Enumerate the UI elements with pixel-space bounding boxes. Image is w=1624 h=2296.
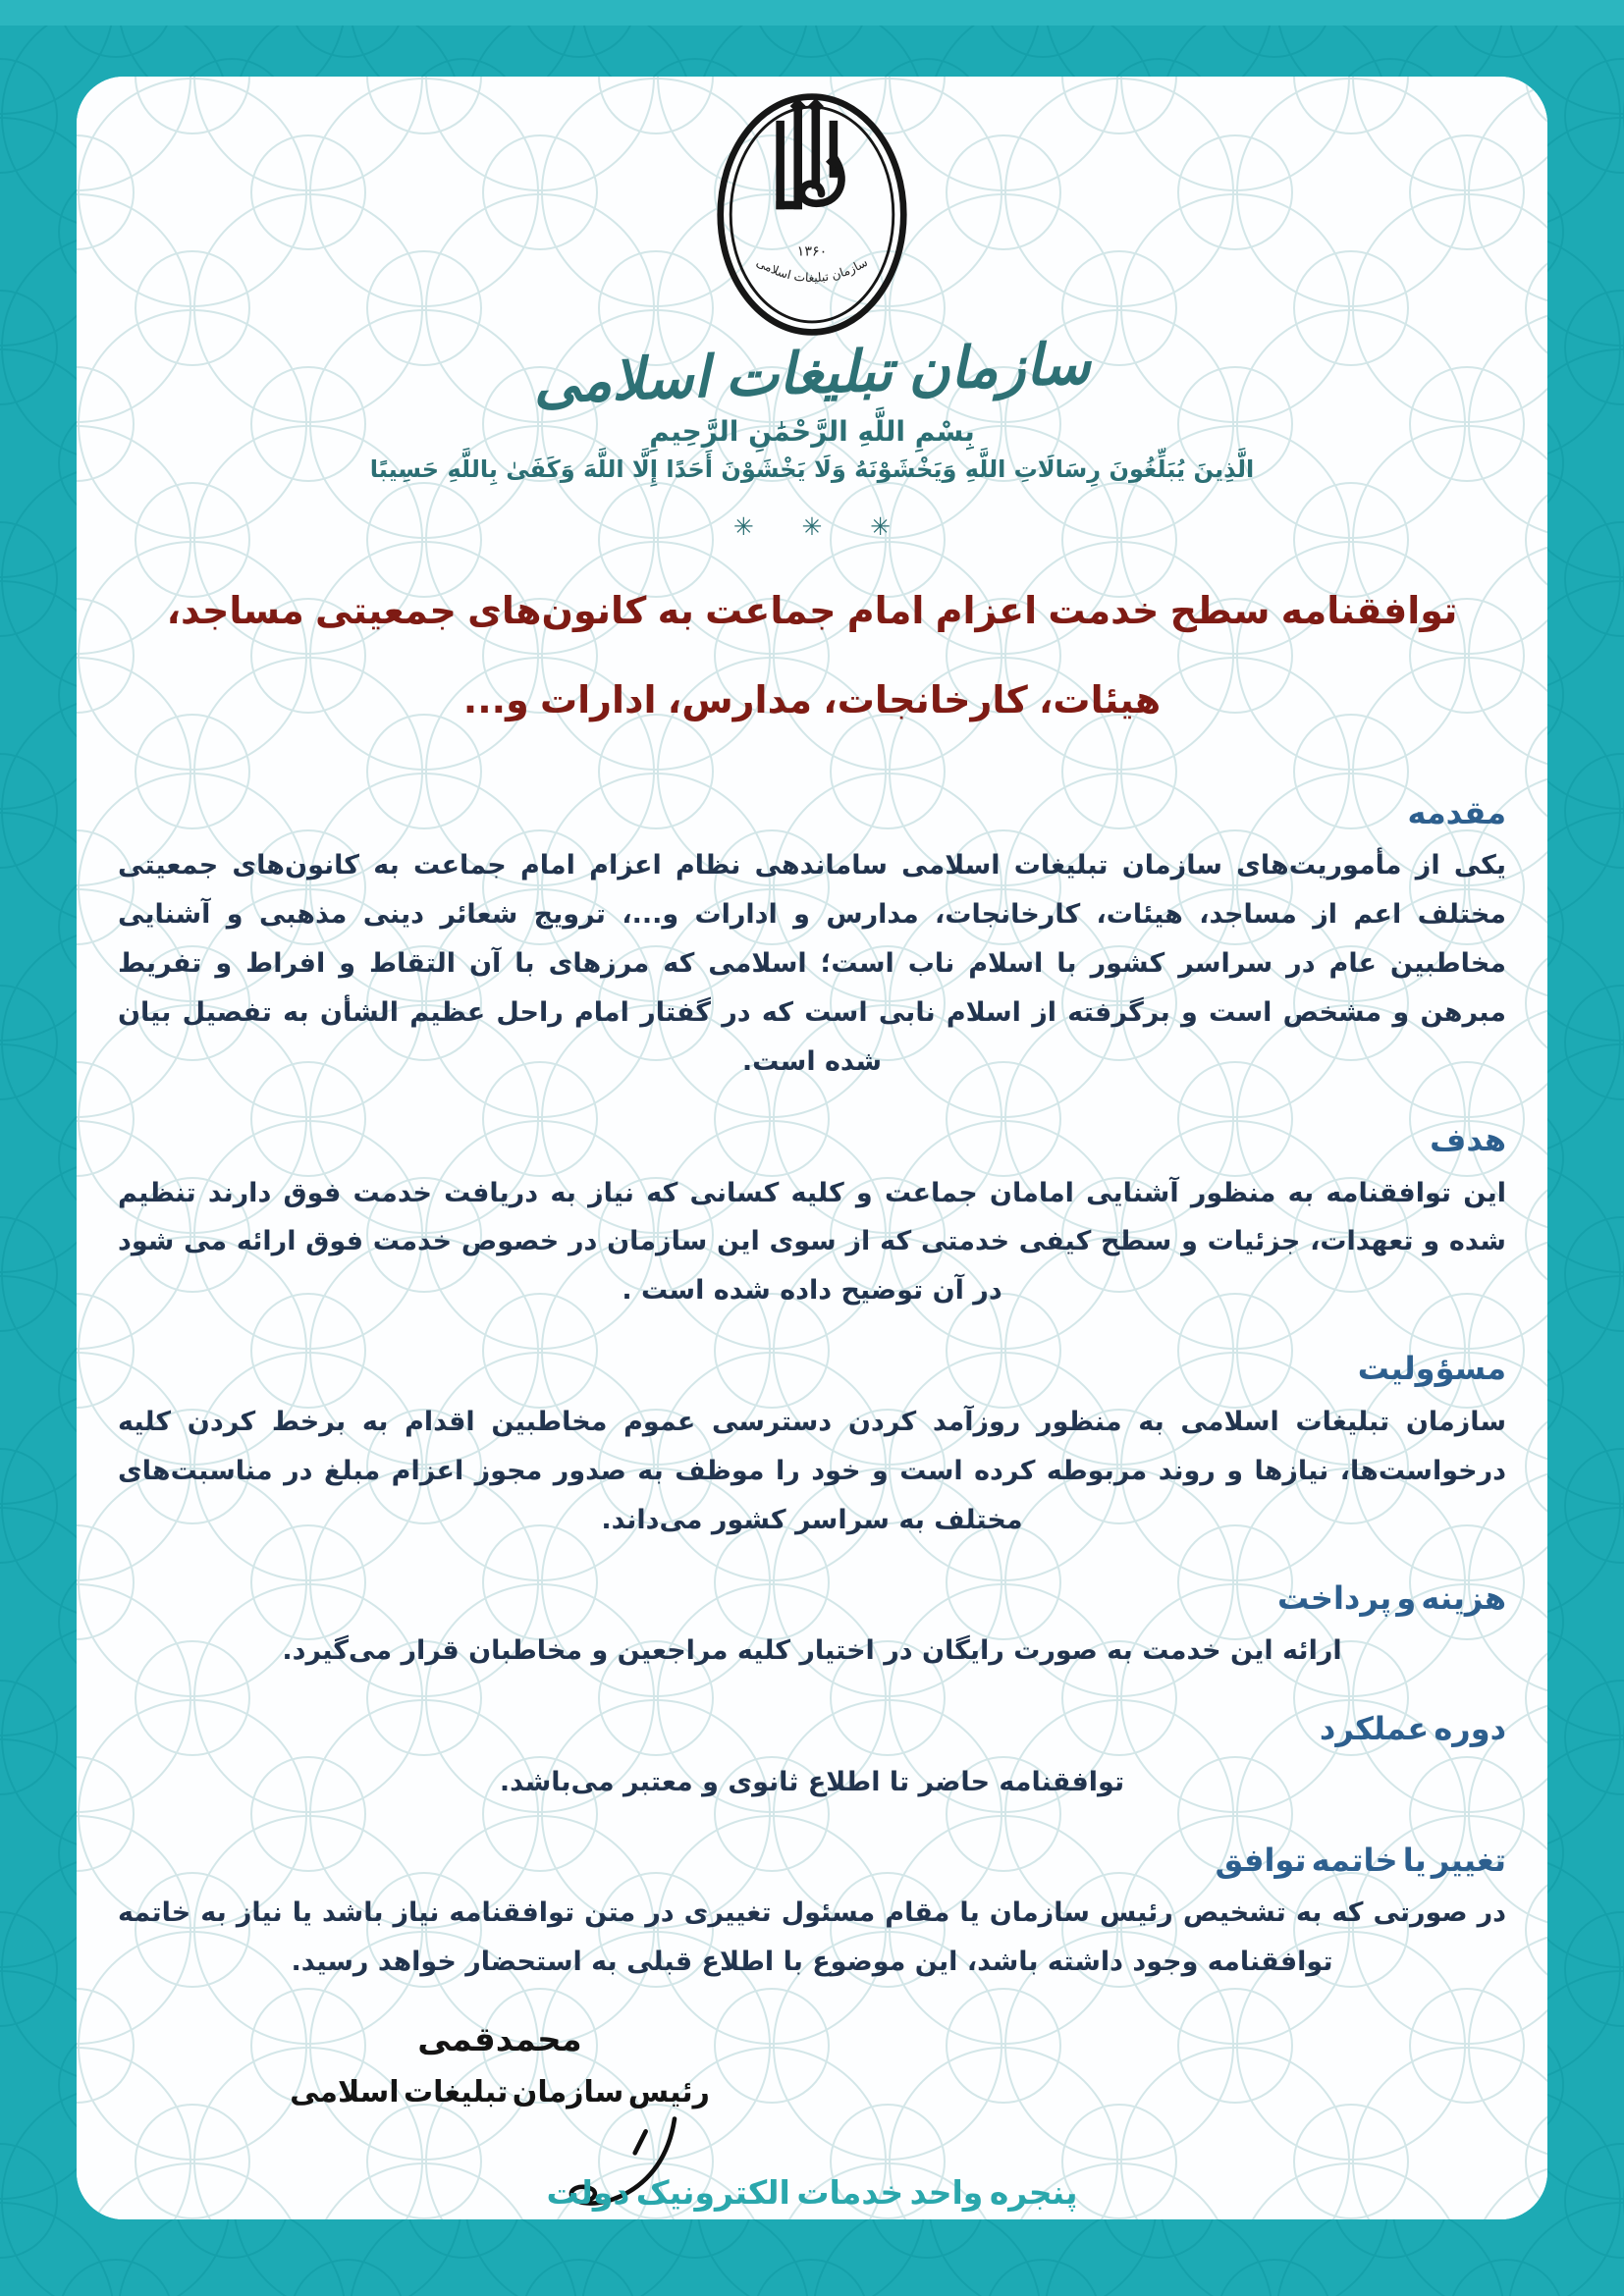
- sections-container: [118, 793, 1506, 1988]
- footer-label: پنجره واحد خدمات الکترونیک دولت: [546, 2173, 1078, 2212]
- section-responsibility: [118, 1349, 1506, 1544]
- document-title: [118, 588, 1506, 724]
- emblem-year: ۱۳۶۰: [796, 243, 828, 260]
- svg-text:سازمان تبلیغات اسلامی: [754, 255, 870, 285]
- section-body: یکی از مأموریت‌های سازمان تبلیغات اسلامی ساماندهی نظام اعزام امام جماعت به کانون‌های جمعیتی مختلف اعم از مساجد، هیئات، کارخانجات، مدارس و ادارات و...، ترویج شعائر دینی مذهبی و آشنایی مخاطبین عام در سراسر کشور با اسلام ناب است؛ اسلامی که مرزهای با آن التقاط و افراط و تفریط مبرهن و مشخص است و برگرفته از اسلام نابی است که در گفتار امام راحل عظیم الشأن به تفصیل بیان شده است.: [118, 850, 1506, 1078]
- section-heading: مقدمه: [1407, 793, 1506, 831]
- organization-name-calligraphy: سازمان تبلیغات اسلامی: [532, 330, 1092, 416]
- section-body: سازمان تبلیغات اسلامی به منظور روزآمد کردن دسترسی عموم مخاطبین اقدام به برخط کردن کلیه درخواست‌ها، نیازها و روند مربوطه کرده است و خود را موظف به صدور مجوز اعزام مبلغ در مناسبت‌های مختلف به سراسر کشور می‌داند.: [118, 1406, 1506, 1535]
- paper-panel: [77, 77, 1547, 2219]
- quran-verse-text: الَّذِينَ يُبَلِّغُونَ رِسَالَاتِ اللَّهِ وَيَخْشَوْنَهُ وَلَا يَخْشَوْنَ أَحَدًا إِلَّا اللَّهَ وَكَفَىٰ بِاللَّهِ حَسِيبًا: [369, 455, 1255, 484]
- section-cost-and-payment: [118, 1578, 1506, 1677]
- section-body: ارائه این خدمت به صورت رایگان در اختیار کلیه مراجعین و مخاطبان قرار می‌گیرد.: [282, 1635, 1342, 1667]
- section-heading: هدف: [1430, 1120, 1506, 1158]
- section-heading: هزینه و پرداخت: [1277, 1578, 1506, 1617]
- section-body: توافقنامه حاضر تا اطلاع ثانوی و معتبر می‌باشد.: [499, 1766, 1125, 1797]
- organization-emblem: [714, 88, 910, 341]
- document-title-line2: هیئات، کارخانجات، مدارس، ادارات و...: [462, 678, 1162, 722]
- signatory-title: رئیس سازمان تبلیغات اسلامی: [290, 2075, 710, 2110]
- section-introduction: [118, 793, 1506, 1087]
- signatory-name: محمدقمی: [417, 2020, 582, 2060]
- section-change-or-termination: [118, 1841, 1506, 1987]
- emblem-org-name: سازمان تبلیغات اسلامی: [753, 254, 871, 286]
- section-heading: مسؤولیت: [1357, 1350, 1506, 1388]
- section-heading: تغییر یا خاتمه توافق: [1215, 1841, 1506, 1879]
- section-purpose: [118, 1120, 1506, 1315]
- bismillah-text: بِسْمِ اللَّهِ الرَّحْمَٰنِ الرَّحِيمِ: [649, 414, 975, 448]
- emblem-container: [118, 88, 1506, 341]
- ornament-separator: ✳ ✳ ✳: [732, 511, 911, 541]
- section-body: در صورتی که به تشخیص رئیس سازمان یا مقام مسئول تغییری در متن توافقنامه نیاز باشد یا نیاز به خاتمه توافقنامه وجود داشته باشد، این موضوع با اطلاع قبلی به استحضار خواهد رسید.: [118, 1897, 1506, 1978]
- section-performance-period: [118, 1709, 1506, 1807]
- document-title-line1: توافقنامه سطح خدمت اعزام امام جماعت به کانون‌های جمعیتی مساجد،: [166, 588, 1458, 632]
- section-body: این توافقنامه به منظور آشنایی امامان جماعت و کلیه کسانی که نیاز به دریافت خدمت فوق دارند تنظیم شده و تعهدات، جزئیات و سطح کیفی خدمتی که از سوی این سازمان در خصوص خدمت فوق ارائه می شود در آن توضیح داده شده است .: [118, 1177, 1506, 1307]
- section-heading: دوره عملکرد: [1319, 1710, 1506, 1748]
- allah-kufic-mark: [781, 114, 834, 205]
